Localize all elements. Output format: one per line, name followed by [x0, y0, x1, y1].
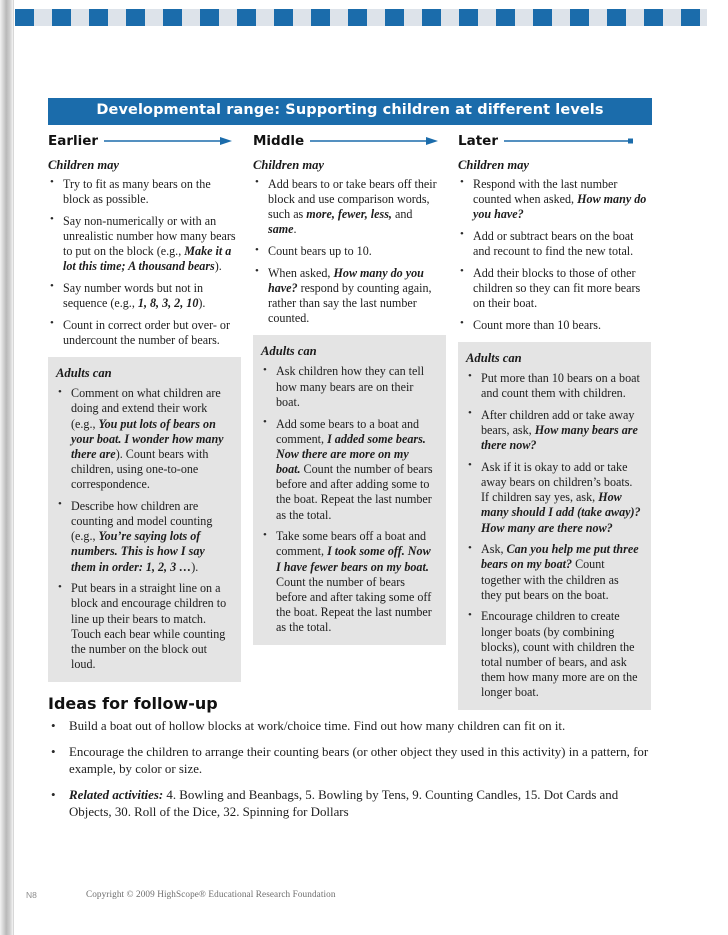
adults-can-block-later	[458, 342, 651, 710]
column-label-earlier: Earlier	[48, 133, 99, 150]
adults-can-list-earlier	[56, 386, 231, 672]
list-item: • Count in correct order but over- or undercount the number of bears.	[48, 318, 239, 348]
arrow-right-icon	[104, 136, 241, 146]
list-item: • Build a boat out of hollow blocks at work/choice time. Find out how many children can fit on it.	[48, 718, 652, 735]
list-item: • After children add or take away bears, ask, How many bears are there now?	[466, 408, 641, 454]
column-earlier	[48, 132, 241, 710]
list-item: • Count more than 10 bears.	[458, 318, 649, 333]
list-item: • Try to fit as many bears on the block as possible.	[48, 177, 239, 207]
list-item: • Encourage children to create longer boats (by combining blocks), count with children the total number of bears, and ask them how many more are on the longer boat.	[466, 609, 641, 700]
adults-can-heading: Adults can	[466, 350, 522, 365]
adults-can-block-earlier	[48, 357, 241, 682]
list-item: • Respond with the last number counted when asked, How many do you have?	[458, 177, 649, 223]
list-item: • Ask children how they can tell how many bears are on their boat.	[261, 364, 436, 410]
arrow-right-icon	[310, 136, 446, 146]
ideas-for-follow-up-section	[48, 694, 652, 830]
adults-can-block-middle	[253, 335, 446, 645]
children-may-list-later	[458, 177, 649, 333]
rule-line-icon	[504, 136, 651, 146]
list-item: • When asked, How many do you have? respond by counting again, rather than say the last number counted.	[253, 266, 444, 327]
children-may-heading: Children may	[253, 157, 325, 172]
list-item: • Say number words but not in sequence (e.g., 1, 8, 3, 2, 10).	[48, 281, 239, 311]
list-item: • Encourage the children to arrange their counting bears (or other object they used in this activity) in a pattern, for example, by color or size.	[48, 744, 652, 778]
page-number: N8	[26, 890, 37, 900]
list-item: • Add or subtract bears on the boat and recount to find the new total.	[458, 229, 649, 259]
developmental-range-title: Developmental range: Supporting children at different levels	[48, 98, 652, 125]
list-item: • Ask, Can you help me put three bears on my boat? Count together with the children as they put bears on the boat.	[466, 542, 641, 603]
list-item: • Add bears to or take bears off their block and use comparison words, such as more, fewer, less, and same.	[253, 177, 444, 238]
children-may-block-earlier	[48, 158, 241, 348]
children-may-list-earlier	[48, 177, 239, 348]
list-item: • Ask if it is okay to add or take away bears on children’s boats. If children say yes, ask, How many should I add (take away)? How many are there now?	[466, 460, 641, 536]
adults-can-list-later	[466, 371, 641, 700]
developmental-range-columns	[48, 132, 652, 710]
list-item: • Related activities: 4. Bowling and Beanbags, 5. Bowling by Tens, 9. Counting Candles, 15. Dot Cards and Objects, 30. Roll of the Dice, 32. Spinning for Dollars	[48, 787, 652, 821]
list-item: • Take some bears off a boat and comment, I took some off. Now I have fewer bears on my boat. Count the number of bears before and after taking some off the boat. Repeat the last number as the total.	[261, 529, 436, 635]
developmental-range-table	[48, 98, 652, 710]
children-may-list-middle	[253, 177, 444, 327]
adults-can-heading: Adults can	[261, 344, 317, 359]
column-later	[458, 132, 651, 710]
list-item: • Say non-numerically or with an unrealistic number how many bears to put on the block (e.g., Make it a lot this time; A thousand bears).	[48, 214, 239, 275]
children-may-block-middle	[253, 158, 446, 327]
column-label-middle: Middle	[253, 133, 305, 150]
children-may-heading: Children may	[458, 157, 530, 172]
adults-can-list-middle	[261, 364, 436, 635]
column-middle	[253, 132, 446, 710]
column-header-later	[458, 132, 651, 151]
children-may-heading: Children may	[48, 157, 120, 172]
column-header-middle	[253, 132, 446, 151]
column-header-earlier	[48, 132, 241, 151]
list-item: • Count bears up to 10.	[253, 244, 444, 259]
follow-up-title: Ideas for follow-up	[48, 694, 218, 713]
adults-can-heading: Adults can	[56, 366, 112, 381]
list-item: • Add their blocks to those of other children so they can fit more bears on their boat.	[458, 266, 649, 312]
list-item: • Describe how children are counting and model counting (e.g., You’re saying lots of numbers. This is how I say them in order: 1, 2, 3 …).	[56, 499, 231, 575]
children-may-block-later	[458, 158, 651, 333]
column-label-later: Later	[458, 133, 498, 150]
copyright-notice: Copyright © 2009 HighScope® Educational Research Foundation	[86, 889, 336, 899]
follow-up-list	[48, 718, 652, 821]
list-item: • Add some bears to a boat and comment, I added some bears. Now there are more on my boat. Count the number of bears before and after adding some to the boat. Repeat the last number as the total.	[261, 417, 436, 523]
list-item: • Comment on what children are doing and extend their work (e.g., You put lots of bears on your boat. I wonder how many there are). Count bears with children, using one-to-one correspondence.	[56, 386, 231, 492]
list-item: • Put more than 10 bears on a boat and count them with children.	[466, 371, 641, 401]
list-item: • Put bears in a straight line on a block and encourage children to line up their bears to match. Touch each bear while counting the number on the block out loud.	[56, 581, 231, 672]
